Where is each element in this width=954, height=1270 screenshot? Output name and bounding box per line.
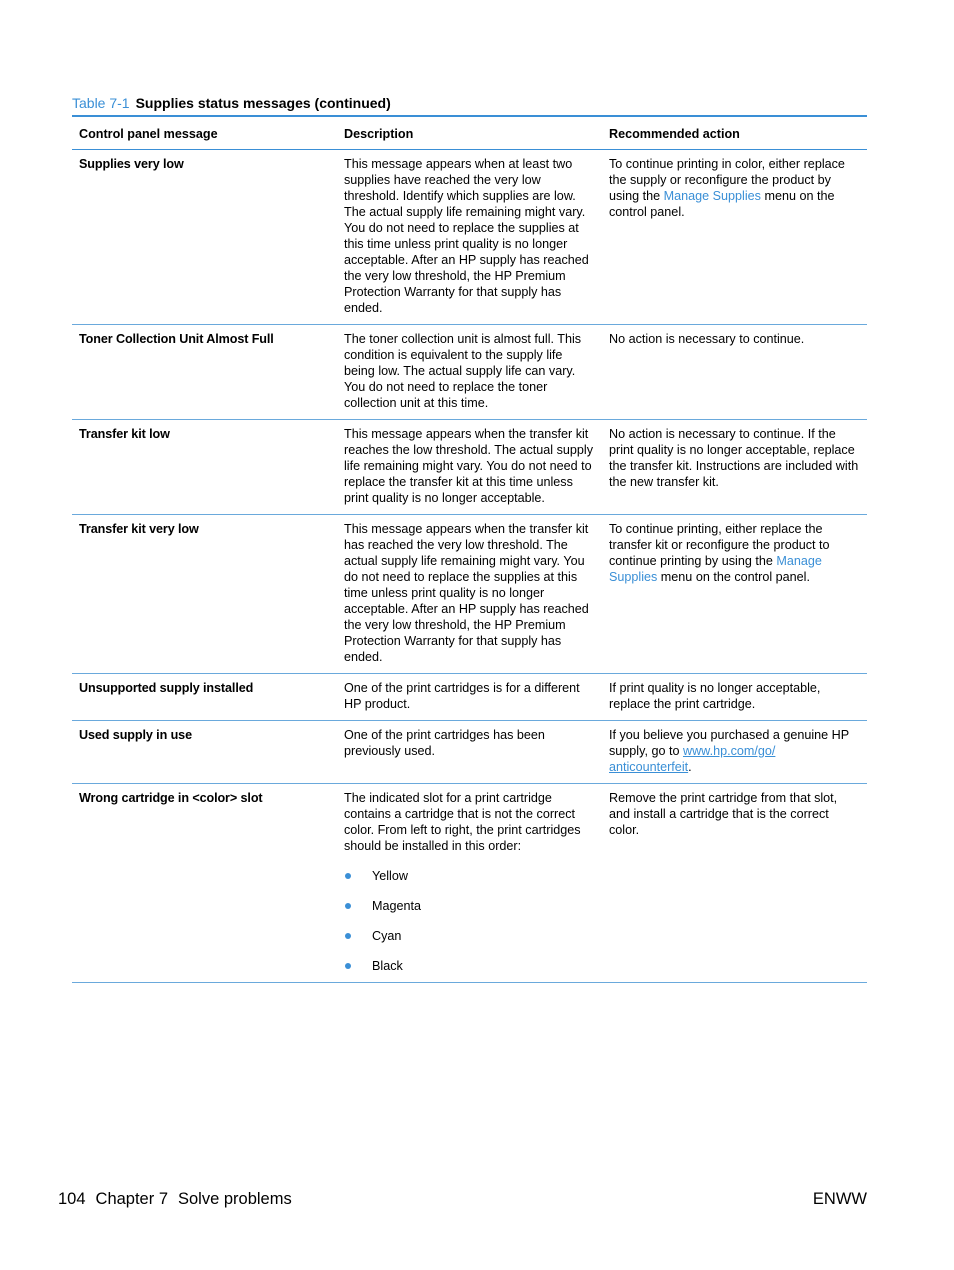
control-panel-message: Used supply in use xyxy=(72,721,337,784)
table-header-row xyxy=(72,116,867,150)
control-panel-message: Supplies very low xyxy=(72,150,337,325)
table-row xyxy=(72,515,867,674)
anticounterfeit-link[interactable]: www.hp.com/go/ anticounterfeit xyxy=(609,744,776,774)
message-description: This message appears when the transfer kit has reached the very low threshold. The actual supply life remaining might vary. You do not need to replace the supplies at this time unless print quality is no longer acceptable. After an HP supply has reached the very low threshold, the HP Premium Protection Warranty for that supply has ended. xyxy=(337,515,602,674)
control-panel-message: Transfer kit very low xyxy=(72,515,337,674)
manage-supplies-menu-link[interactable]: Manage Supplies xyxy=(609,554,822,584)
recommended-action: If you believe you purchased a genuine HP supply, go to www.hp.com/go/ anticounterfeit. xyxy=(602,721,867,784)
message-description: One of the print cartridges is for a different HP product. xyxy=(337,674,602,721)
column-header-description: Description xyxy=(337,116,602,150)
control-panel-message: Toner Collection Unit Almost Full xyxy=(72,325,337,420)
footer-locale: ENWW xyxy=(812,1190,867,1208)
recommended-action: Remove the print cartridge from that slot, and install a cartridge that is the correct color. xyxy=(602,784,867,983)
message-description: One of the print cartridges has been previously used. xyxy=(337,721,602,784)
table-row xyxy=(72,721,867,784)
table-row xyxy=(72,325,867,420)
page-number: 104 xyxy=(58,1190,86,1208)
message-description: The toner collection unit is almost full. This condition is equivalent to the supply life being low. The actual supply life can vary. You do not need to replace the toner collection unit at this time. xyxy=(337,325,602,420)
bullet-icon xyxy=(345,963,351,969)
list-item: Yellow xyxy=(344,868,596,884)
recommended-action: No action is necessary to continue. If the print quality is no longer acceptable, replace the transfer kit. Instructions are included with the new transfer kit. xyxy=(602,420,867,515)
list-item: Magenta xyxy=(344,898,596,914)
table-row xyxy=(72,784,867,983)
list-item: Black xyxy=(344,958,596,974)
chapter-label: Chapter 7 xyxy=(95,1190,168,1208)
message-description xyxy=(337,784,602,983)
chapter-title: Solve problems xyxy=(178,1190,292,1208)
list-item: Cyan xyxy=(344,928,596,944)
table-row xyxy=(72,420,867,515)
column-header-action: Recommended action xyxy=(602,116,867,150)
recommended-action: No action is necessary to continue. xyxy=(602,325,867,420)
message-description: This message appears when the transfer kit reaches the low threshold. The actual supply life remaining might vary. You do not need to replace the transfer kit at this time unless print quality is no longer acceptable. xyxy=(337,420,602,515)
table-number: Table 7-1 xyxy=(72,95,130,111)
bullet-icon xyxy=(345,873,351,879)
control-panel-message: Transfer kit low xyxy=(72,420,337,515)
table-row xyxy=(72,674,867,721)
column-header-message: Control panel message xyxy=(72,116,337,150)
message-description: This message appears when at least two supplies have reached the very low threshold. Identify which supplies are low. The actual supply life remaining might vary. You do not need to replace the supplies at this time unless print quality is no longer acceptable. After an HP supply has reached the very low threshold, the HP Premium Protection Warranty for that supply has ended. xyxy=(337,150,602,325)
table-row xyxy=(72,150,867,325)
manage-supplies-menu-link[interactable]: Manage Supplies xyxy=(663,189,761,203)
page-footer xyxy=(58,1190,302,1209)
supplies-status-table xyxy=(72,115,867,983)
recommended-action: To continue printing in color, either replace the supply or reconfigure the product by using the Manage Supplies menu on the control panel. xyxy=(602,150,867,325)
bullet-icon xyxy=(345,903,351,909)
table-caption xyxy=(72,95,391,111)
table-title: Supplies status messages (continued) xyxy=(135,95,391,111)
bullet-icon xyxy=(345,933,351,939)
description-text: The indicated slot for a print cartridge contains a cartridge that is not the correct color. From left to right, the print cartridges should be installed in this order: xyxy=(344,791,581,853)
recommended-action: If print quality is no longer acceptable, replace the print cartridge. xyxy=(602,674,867,721)
control-panel-message: Unsupported supply installed xyxy=(72,674,337,721)
cartridge-order-list xyxy=(344,868,596,974)
recommended-action: To continue printing, either replace the transfer kit or reconfigure the product to continue printing by using the Manage Supplies menu on the control panel. xyxy=(602,515,867,674)
control-panel-message: Wrong cartridge in <color> slot xyxy=(72,784,337,983)
